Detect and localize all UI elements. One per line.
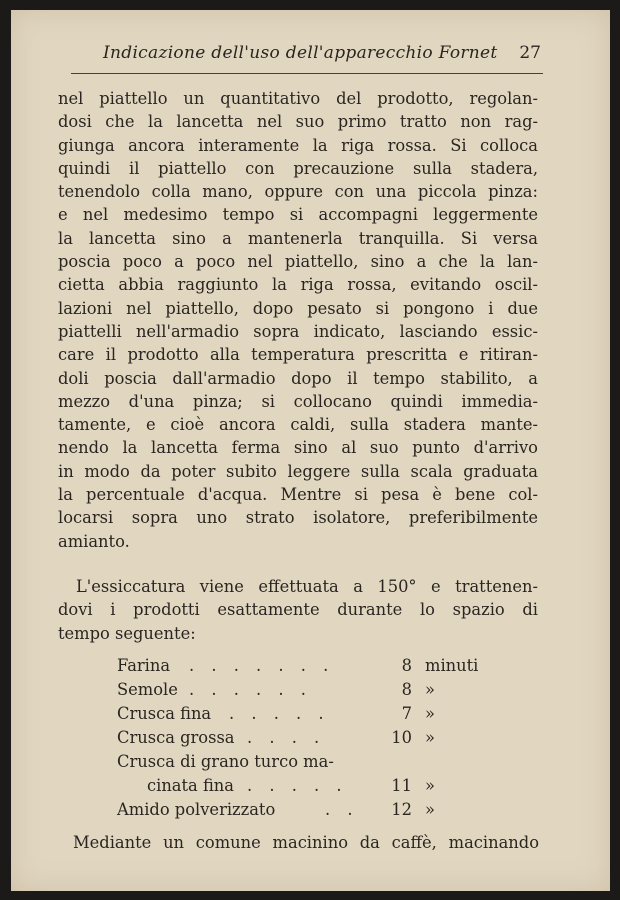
time-row (117, 750, 497, 774)
time-row (117, 678, 497, 702)
text-line: mezzo d'una pinza; si collocano quindi immedia- (58, 391, 538, 411)
time-row (117, 654, 497, 678)
header-rule (71, 73, 543, 74)
time-row (117, 798, 497, 822)
product-name: Crusca di grano turco ma- (117, 752, 334, 771)
text-line: care il prodotto alla temperatura prescritta e ritiran- (58, 345, 538, 365)
text-line: doli poscia dall'armadio dopo il tempo stabilito, a (58, 368, 538, 388)
text-line: piattelli nell'armadio sopra indicato, lasciando essic- (58, 321, 538, 341)
time-value: 12 (391, 800, 412, 819)
paragraph-1 (58, 87, 538, 553)
leader-dots: . . . . . (229, 704, 330, 723)
text-line: nendo la lancetta ferma sino al suo punto d'arrivo (58, 438, 538, 458)
time-unit: » (425, 704, 435, 723)
time-value: 11 (391, 776, 412, 795)
text-line: lazioni nel piattello, dopo pesato si pongono i due (58, 298, 538, 318)
drying-times-list (117, 654, 497, 822)
product-name: Crusca grossa (117, 728, 235, 747)
leader-dots: . . . . . . (189, 680, 312, 699)
text-line: dosi che la lancetta nel suo primo tratto non rag- (58, 112, 538, 132)
text-line: quindi il piattello con precauzione sulla stadera, (58, 158, 538, 178)
leader-dots: . . (325, 800, 359, 819)
time-row (117, 774, 497, 798)
time-value: 8 (401, 656, 412, 675)
text-line: giunga ancora interamente la riga rossa. Si colloca (58, 135, 538, 155)
time-value: 7 (401, 704, 412, 723)
text-line: L'essiccatura viene effettuata a 150° e trattenen- (76, 577, 538, 596)
time-unit: » (425, 728, 435, 747)
leader-dots: . . . . . (247, 776, 348, 795)
leader-dots: . . . . . . . (189, 656, 335, 675)
text-line: la lancetta sino a mantenerla tranquilla. Si versa (58, 228, 538, 248)
time-row (117, 702, 497, 726)
header-title: Indicazione dell'uso dell'apparecchio Fornet (103, 43, 498, 63)
product-name: Crusca fina (117, 704, 212, 723)
text-line: e nel medesimo tempo si accompagni leggermente (58, 205, 538, 225)
page-number: 27 (519, 43, 541, 63)
text-line: poscia poco a poco nel piattello, sino a che la lan- (58, 252, 538, 272)
text-line: tenendolo colla mano, oppure con una piccola pinza: (58, 182, 538, 202)
book-page (11, 10, 610, 891)
time-unit: » (425, 680, 435, 699)
text-line: tamente, e cioè ancora caldi, sulla stadera mante- (58, 415, 538, 435)
time-value: 8 (401, 680, 412, 699)
text-line: in modo da poter subito leggere sulla scala graduata (58, 461, 538, 481)
time-value: 10 (391, 728, 412, 747)
text-line: nel piattello un quantitativo del prodotto, regolan- (58, 89, 538, 108)
text-line: la percentuale d'acqua. Mentre si pesa è bene col- (58, 485, 538, 505)
continuation-line: Mediante un comune macinino da caffè, macinando (73, 833, 539, 852)
text-line: locarsi sopra uno strato isolatore, preferibilmente (58, 508, 538, 528)
product-name: cinata fina (147, 776, 234, 795)
text-line: dovi i prodotti esattamente durante lo spazio di (58, 600, 538, 620)
paragraph-2 (58, 575, 538, 645)
text-line: amianto. (58, 531, 130, 551)
product-name: Amido polverizzato (117, 800, 276, 819)
product-name: Farina (117, 656, 171, 675)
time-row (117, 726, 497, 750)
leader-dots: . . . . (247, 728, 326, 747)
text-line: tempo seguente: (58, 623, 196, 643)
time-unit: minuti (425, 656, 479, 675)
product-name: Semole (117, 680, 178, 699)
running-header (103, 41, 541, 69)
time-unit: » (425, 776, 435, 795)
text-line: cietta abbia raggiunto la riga rossa, evitando oscil- (58, 275, 538, 295)
time-unit: » (425, 800, 435, 819)
